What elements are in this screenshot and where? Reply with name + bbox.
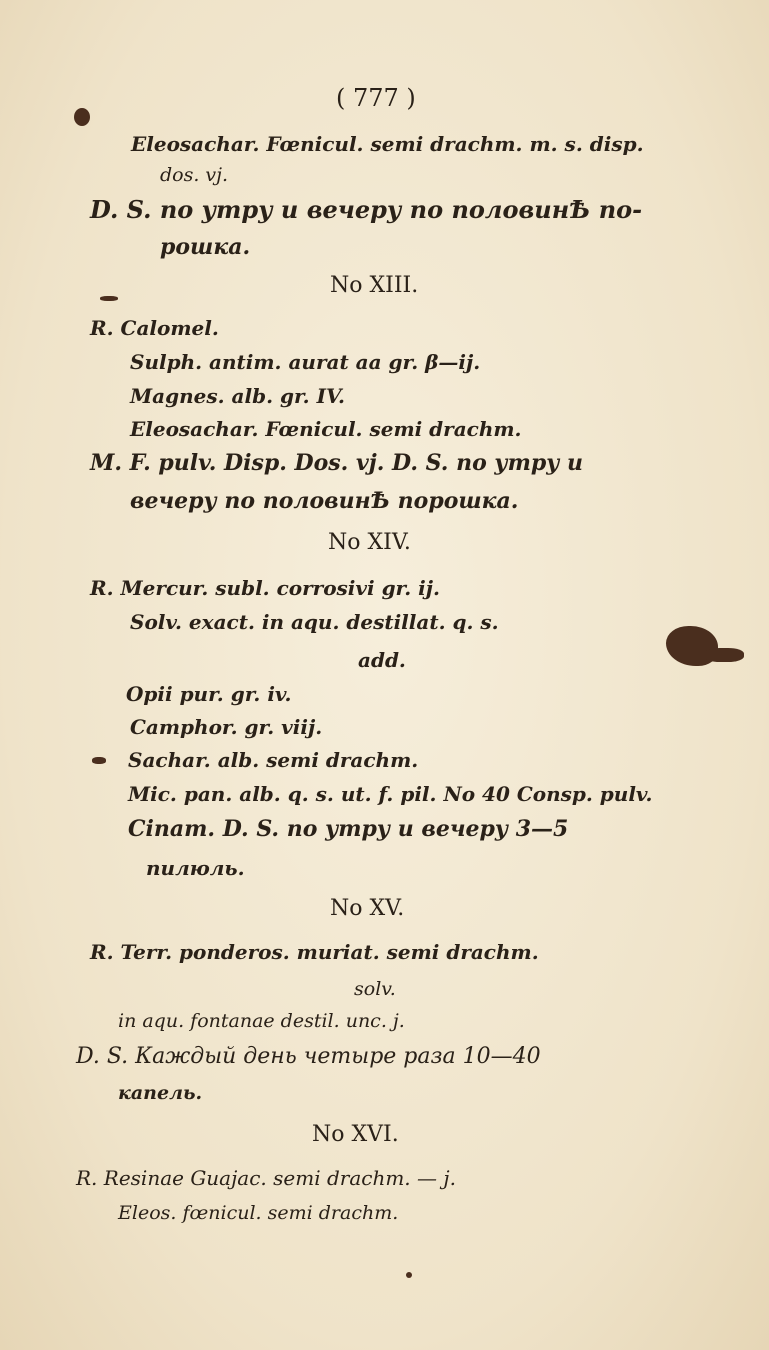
section-heading: No XVI.: [312, 1122, 399, 1147]
ink-stain: [704, 648, 744, 662]
text-line: вечеру по половинѢ порошка.: [130, 488, 519, 514]
ink-stain: [74, 108, 90, 126]
page-number: ( 777 ): [336, 84, 416, 112]
text-line: add.: [358, 648, 406, 672]
text-line: D. S. Каждый день четыре раза 10—40: [76, 1044, 541, 1069]
text-line: пилюль.: [146, 856, 245, 880]
text-line: R. Resinae Guajac. semi drachm. — j.: [76, 1166, 456, 1190]
section-heading: No XIII.: [330, 273, 419, 298]
section-heading: No XV.: [330, 896, 405, 921]
text-line: solv.: [354, 978, 396, 1000]
text-line: Eleosachar. Fœnicul. semi drachm.: [130, 417, 522, 441]
text-line: R. Calomel.: [90, 316, 219, 340]
text-line: Opii pur. gr. iv.: [126, 682, 292, 706]
text-line: D. S. по утру и вечеру по половинѢ по-: [90, 195, 643, 224]
text-line: dos. vj.: [160, 164, 229, 186]
text-line: Camphor. gr. viij.: [130, 715, 323, 739]
text-line: Eleosachar. Fœnicul. semi drachm. m. s. disp.: [131, 132, 644, 156]
text-line: Eleos. fœnicul. semi drachm.: [118, 1202, 399, 1224]
text-line: R. Mercur. subl. corrosivi gr. ij.: [90, 576, 440, 600]
ink-stain: [92, 757, 106, 764]
ink-stain: [406, 1272, 412, 1278]
text-line: капель.: [118, 1082, 203, 1104]
text-line: M. F. pulv. Disp. Dos. vj. D. S. по утру и: [90, 450, 584, 476]
text-line: Sulph. antim. aurat aa gr. β—ij.: [130, 350, 481, 374]
text-line: Magnes. alb. gr. IV.: [130, 384, 345, 408]
section-heading: No XIV.: [328, 530, 411, 555]
text-line: in aqu. fontanae destil. unc. j.: [118, 1010, 405, 1032]
text-line: Mic. pan. alb. q. s. ut. f. pil. No 40 Consp. pulv.: [128, 782, 653, 806]
text-line: рошка.: [160, 234, 251, 260]
text-line: Cinam. D. S. по утру и вечеру 3—5: [128, 816, 569, 842]
text-line: Sachar. alb. semi drachm.: [128, 748, 419, 772]
ink-stain: [100, 296, 118, 301]
text-line: R. Terr. ponderos. muriat. semi drachm.: [90, 940, 539, 964]
text-line: Solv. exact. in aqu. destillat. q. s.: [130, 610, 499, 634]
